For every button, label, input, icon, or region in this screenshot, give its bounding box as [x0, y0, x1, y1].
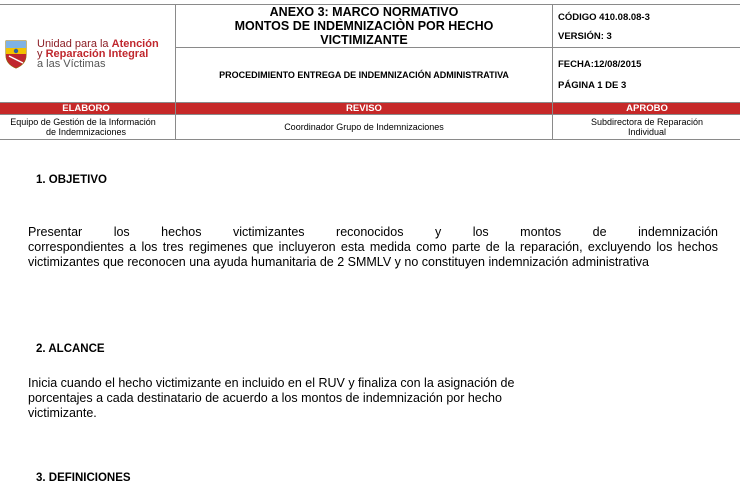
logo-line2-bold: Reparación Integral — [45, 47, 149, 60]
reviso-value: Coordinador Grupo de Indemnizaciones — [176, 115, 553, 140]
title-line-3: VICTIMIZANTE — [320, 33, 408, 47]
logo-line3: a las Víctimas — [37, 57, 106, 70]
title-line-2: MONTOS DE INDEMNIZACIÒN POR HECHO — [234, 19, 494, 33]
section-objetivo-body — [28, 225, 718, 270]
document-code: CÓDIGO 410.08.08-3 — [558, 11, 650, 23]
alcance-line-2: porcentajes a cada destinatario de acuerdo a los montos de indemnización por hecho — [28, 391, 502, 405]
elaboro-line-2: de Indemnizaciones — [45, 127, 127, 137]
section-definiciones-title: 3. DEFINICIONES — [36, 472, 131, 484]
aprobo-header: APROBO — [553, 103, 740, 115]
alcance-line-3: victimizante. — [28, 406, 97, 420]
elaboro-header: ELABORO — [0, 103, 176, 115]
meta-cell-bottom — [553, 48, 740, 103]
agency-logo-text — [37, 39, 159, 69]
document-header-table — [0, 4, 740, 140]
aprobo-line-2: Individual — [627, 127, 667, 137]
alcance-line-1: Inicia cuando el hecho victimizante en incluido en el RUV y finaliza con la asignación de — [28, 376, 515, 390]
aprobo-value — [553, 115, 740, 140]
meta-cell-top — [553, 5, 740, 48]
logo-line1-bold: Atención — [111, 37, 159, 50]
section-alcance-title: 2. ALCANCE — [36, 343, 105, 355]
objetivo-first-line: Presentar los hechos victimizantes reconocidos y los montos de indemnización — [28, 225, 718, 239]
document-title — [176, 5, 553, 48]
logo-line2-prefix: y — [37, 47, 43, 60]
elaboro-line-1: Equipo de Gestión de la Información — [10, 117, 156, 127]
logo-cell — [0, 5, 176, 103]
reviso-header: REVISO — [176, 103, 553, 115]
page-number: PÁGINA 1 DE 3 — [558, 80, 627, 91]
logo-line1-prefix: Unidad para la — [37, 37, 109, 50]
section-alcance-body — [28, 376, 718, 421]
title-line-1: ANEXO 3: MARCO NORMATIVO — [269, 5, 459, 19]
elaboro-value — [0, 115, 176, 140]
document-date: FECHA:12/08/2015 — [558, 59, 642, 70]
document-version: VERSIÓN: 3 — [558, 30, 612, 42]
procedure-name: PROCEDIMIENTO ENTREGA DE INDEMNIZACIÓN ADMINISTRATIVA — [176, 48, 553, 103]
objetivo-rest: correspondientes a los tres regimenes que incluyeron esta medida como parte de la reparación, excluyendo los hechos victimizantes que reconocen una ayuda humanitaria de 2 SMMLV y no constituyen indemnización administrativa — [28, 240, 718, 269]
section-objetivo-title: 1. OBJETIVO — [36, 174, 107, 186]
aprobo-line-1: Subdirectora de Reparación — [590, 117, 704, 127]
colombia-seal-icon — [3, 39, 29, 69]
